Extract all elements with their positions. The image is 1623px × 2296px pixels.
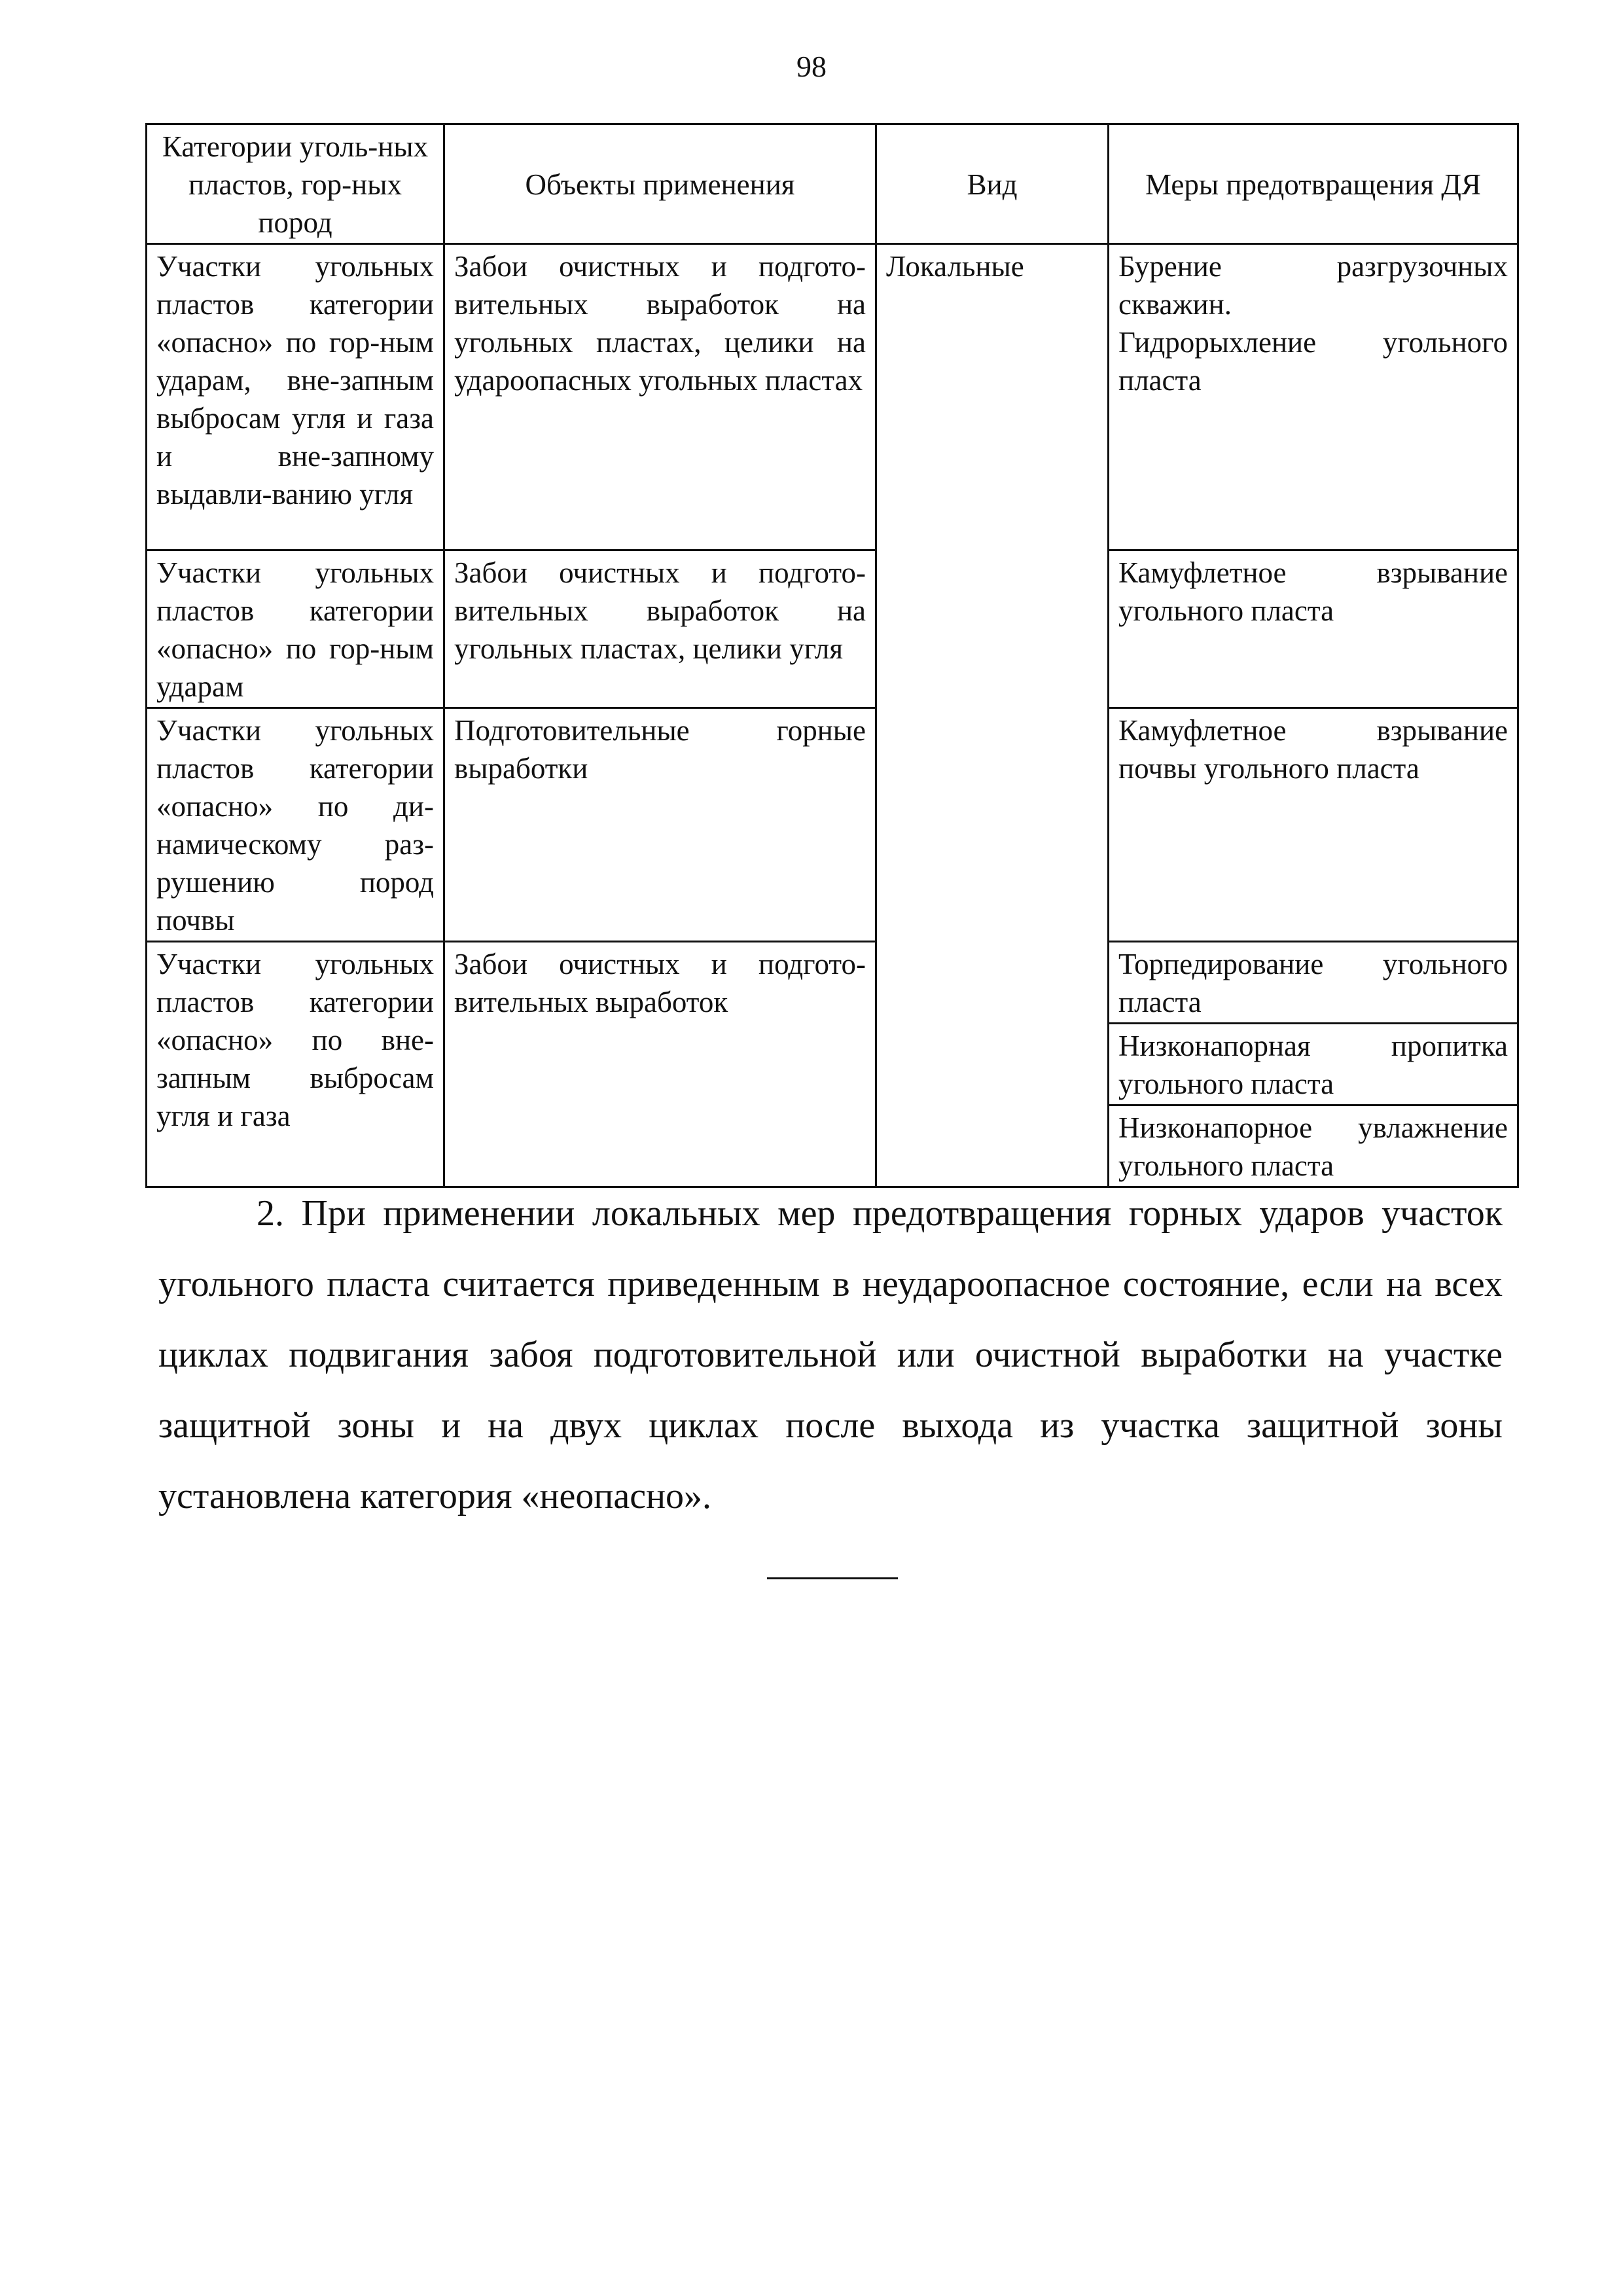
- row-measures: Камуфлетное взрывание почвы угольного пласта: [1109, 708, 1518, 942]
- header-measures: Меры предотвращения ДЯ: [1109, 124, 1518, 244]
- body-paragraph: 2. При применении локальных мер предотвращения горных ударов участок угольного пласта считается приведенным в неудароопасное состояние, если на всех циклах подвигания забоя подготовительной или очистной выработки на участке защитной зоны и на двух циклах после выхода из участка защитной зоны установлена категория «неопасно».: [158, 1193, 1503, 1516]
- table-row: [147, 550, 1518, 708]
- row-measures: Торпедирование угольного пласта: [1109, 942, 1518, 1024]
- row-category: Участки угольных пластов категории «опасно» по гор-ным ударам, вне-запным выбросам угля и газа и вне-запному выдавли-ванию угля: [147, 244, 444, 550]
- measures-table: [145, 123, 1519, 1188]
- measure-item: Гидрорыхление угольного пласта: [1118, 326, 1508, 397]
- page-number: 98: [796, 50, 827, 83]
- row-measures: Низконапорное увлажнение угольного пласта: [1109, 1105, 1518, 1187]
- table-row: [147, 708, 1518, 942]
- end-rule: [767, 1577, 898, 1579]
- header-objects: Объекты применения: [444, 124, 876, 244]
- header-kind: Вид: [876, 124, 1109, 244]
- row-objects: Подготовительные горные выработки: [444, 708, 876, 942]
- row-measures: Низконапорная пропитка угольного пласта: [1109, 1024, 1518, 1105]
- row-measures: Камуфлетное взрывание угольного пласта: [1109, 550, 1518, 708]
- table-row: [147, 244, 1518, 550]
- table-row: [147, 942, 1518, 1024]
- row-category: Участки угольных пластов категории «опасно» по ди-намическому раз-рушению пород почвы: [147, 708, 444, 942]
- row-objects: Забои очистных и подгото-вительных выработок: [444, 942, 876, 1187]
- row-objects: Забои очистных и подгото-вительных выработок на угольных пластах, целики на удароопасных угольных пластах: [444, 244, 876, 550]
- header-category: Категории уголь-ных пластов, гор-ных пород: [147, 124, 444, 244]
- row-measures: [1109, 244, 1518, 550]
- row-objects: Забои очистных и подгото-вительных выработок на угольных пластах, целики угля: [444, 550, 876, 708]
- row-category: Участки угольных пластов категории «опасно» по вне-запным выбросам угля и газа: [147, 942, 444, 1187]
- kind-cell: Локальные: [876, 244, 1109, 1187]
- table-header-row: [147, 124, 1518, 244]
- row-category: Участки угольных пластов категории «опасно» по гор-ным ударам: [147, 550, 444, 708]
- measure-item: Бурение разгрузочных скважин.: [1118, 250, 1508, 321]
